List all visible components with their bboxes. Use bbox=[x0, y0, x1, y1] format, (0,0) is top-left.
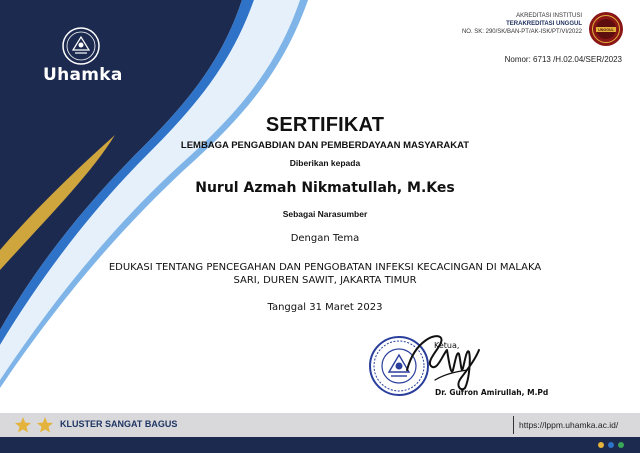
certificate-date: Tanggal 31 Maret 2023 bbox=[267, 302, 383, 313]
signatory-name: Dr. Gufron Amirullah, M.Pd bbox=[435, 388, 549, 397]
institution-name: LEMBAGA PENGABDIAN DAN PEMBERDAYAAN MASYARAKAT bbox=[180, 140, 470, 151]
accreditation-line-2: TERAKREDITASI UNGGUL bbox=[506, 21, 582, 27]
theme-line-2: SARI, DUREN SAWIT, JAKARTA TIMUR bbox=[233, 275, 417, 286]
star-icon bbox=[14, 416, 54, 434]
bottom-band bbox=[0, 437, 640, 453]
recipient-name: Nurul Azmah Nikmatullah, M.Kes bbox=[195, 180, 455, 196]
accreditation-seal-icon bbox=[588, 11, 624, 47]
university-emblem-icon bbox=[61, 26, 101, 66]
accreditation-block bbox=[462, 12, 582, 36]
accreditation-line-1: AKREDITASI INSTITUSI bbox=[516, 13, 582, 19]
seal-text: UNGGUL bbox=[598, 28, 614, 32]
recipient-role: Sebagai Narasumber bbox=[282, 209, 368, 219]
accreditation-line-3: NO. SK: 290/SK/BAN-PT/AK-ISK/PT/VI/2022 bbox=[461, 29, 582, 35]
handwritten-signature bbox=[395, 330, 495, 396]
brand-logo-text: Uhamka bbox=[43, 65, 123, 85]
given-to-label: Diberikan kepada bbox=[289, 158, 361, 168]
cluster-label: KLUSTER SANGAT BAGUS bbox=[60, 419, 178, 429]
theme-text bbox=[40, 261, 610, 287]
certificate-number: Nomor: 6713 /H.02.04/SER/2023 bbox=[504, 55, 622, 64]
theme-line-1: EDUKASI TENTANG PENCEGAHAN DAN PENGOBATAN INFEKSI KECACINGAN DI MALAKA bbox=[108, 262, 542, 273]
theme-label: Dengan Tema bbox=[290, 233, 360, 244]
signatory-title: Ketua, bbox=[434, 341, 460, 350]
certificate-title: SERTIFIKAT bbox=[265, 114, 385, 136]
website-link[interactable]: https://lppm.uhamka.ac.id/ bbox=[519, 420, 619, 430]
dots-icon bbox=[597, 441, 627, 449]
footer-divider bbox=[513, 416, 514, 434]
